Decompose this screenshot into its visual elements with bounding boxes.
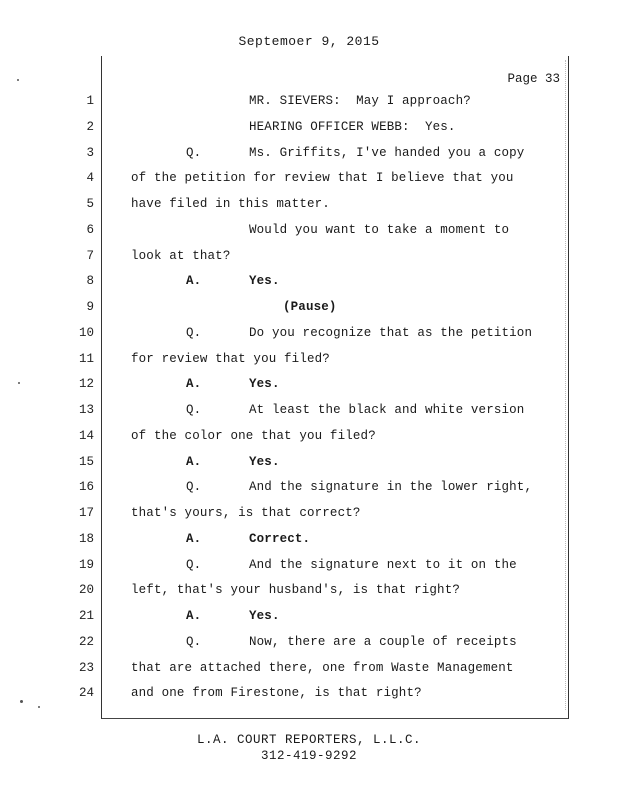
line-number: 5	[86, 197, 94, 211]
line-text: HEARING OFFICER WEBB: Yes.	[249, 119, 456, 134]
transcript-line	[0, 223, 618, 243]
line-text: Q.	[186, 634, 202, 649]
transcript-line	[0, 686, 618, 706]
line-number: 19	[78, 557, 94, 572]
line-text: Yes.	[249, 377, 280, 392]
scan-speck	[20, 700, 23, 703]
transcript-line	[0, 352, 618, 372]
transcript-line	[0, 583, 618, 603]
line-number: 21	[78, 609, 94, 623]
line-number: 17	[78, 506, 94, 520]
line-number: 8	[86, 274, 94, 289]
line-text: Q.	[186, 145, 202, 160]
line-text: that's yours, is that correct?	[131, 506, 361, 520]
transcript-line	[0, 506, 618, 526]
transcript-line	[0, 249, 618, 269]
line-number: 2	[86, 119, 94, 134]
line-number: 11	[78, 351, 94, 366]
line-number: 13	[78, 403, 94, 417]
transcript-line	[0, 635, 618, 655]
line-text: A.	[186, 609, 202, 623]
transcript-line	[0, 120, 618, 140]
line-text: left, that's your husband's, is that right?	[131, 583, 461, 598]
transcript-line	[0, 532, 618, 552]
line-number: 1	[86, 94, 94, 108]
transcript-line	[0, 609, 618, 629]
line-text: Q.	[186, 325, 202, 340]
line-text: A.	[186, 274, 202, 289]
line-number: 22	[78, 634, 94, 649]
transcript-line	[0, 146, 618, 166]
line-number: 15	[78, 454, 94, 469]
line-text: and one from Firestone, is that right?	[131, 686, 422, 701]
line-text: look at that?	[131, 248, 231, 263]
line-number: 12	[78, 377, 94, 392]
line-text: Yes.	[249, 609, 280, 623]
line-number: 14	[78, 428, 94, 443]
transcript-line	[0, 274, 618, 294]
line-text: And the signature next to it on the	[249, 557, 517, 572]
line-text: Yes.	[249, 274, 280, 289]
line-text: have filed in this matter.	[131, 197, 330, 211]
line-number: 10	[78, 325, 94, 340]
transcript-line	[0, 300, 618, 320]
transcript-line	[0, 429, 618, 449]
line-number: 9	[86, 300, 94, 314]
line-text: MR. SIEVERS: May I approach?	[249, 94, 471, 108]
line-text: Q.	[186, 403, 202, 417]
line-number: 16	[78, 480, 94, 495]
line-text: Correct.	[249, 531, 311, 546]
line-text: (Pause)	[283, 300, 337, 314]
transcript-line	[0, 480, 618, 500]
line-text: of the color one that you filed?	[131, 428, 376, 443]
line-number: 24	[78, 686, 94, 701]
page-number: Page 33	[507, 72, 560, 86]
transcript-line	[0, 377, 618, 397]
line-text: A.	[186, 377, 202, 392]
line-text: Would you want to take a moment to	[249, 222, 510, 237]
line-text: A.	[186, 454, 202, 469]
footer-phone: 312-419-9292	[260, 749, 357, 763]
transcript-line	[0, 171, 618, 191]
line-text: Do you recognize that as the petition	[249, 325, 533, 340]
line-text: Ms. Griffits, I've handed you a copy	[249, 145, 525, 160]
transcript-line	[0, 455, 618, 475]
line-text: Yes.	[249, 454, 280, 469]
line-number: 4	[86, 171, 94, 186]
line-number: 7	[86, 248, 94, 263]
transcript-line	[0, 94, 618, 114]
line-number: 23	[78, 660, 94, 675]
line-number: 18	[78, 531, 94, 546]
line-text: of the petition for review that I believe that you	[131, 171, 514, 186]
hearing-date: Septemoer 9, 2015	[238, 34, 380, 49]
scan-speck	[38, 706, 40, 708]
transcript-line	[0, 403, 618, 423]
footer-company: L.A. COURT REPORTERS, L.L.C.	[196, 733, 422, 747]
line-text: that are attached there, one from Waste Management	[131, 660, 514, 675]
scan-speck	[18, 382, 20, 384]
line-number: 6	[86, 222, 94, 237]
scan-speck	[17, 79, 19, 81]
line-text: At least the black and white version	[249, 403, 525, 417]
line-number: 3	[86, 145, 94, 160]
line-text: Q.	[186, 557, 202, 572]
line-text: Now, there are a couple of receipts	[249, 634, 517, 649]
transcript-line	[0, 197, 618, 217]
line-text: Q.	[186, 480, 202, 495]
transcript-line	[0, 326, 618, 346]
line-text: And the signature in the lower right,	[249, 480, 533, 495]
line-text: for review that you filed?	[131, 351, 330, 366]
transcript-line	[0, 558, 618, 578]
line-number: 20	[78, 583, 94, 598]
transcript-line	[0, 661, 618, 681]
line-text: A.	[186, 531, 202, 546]
